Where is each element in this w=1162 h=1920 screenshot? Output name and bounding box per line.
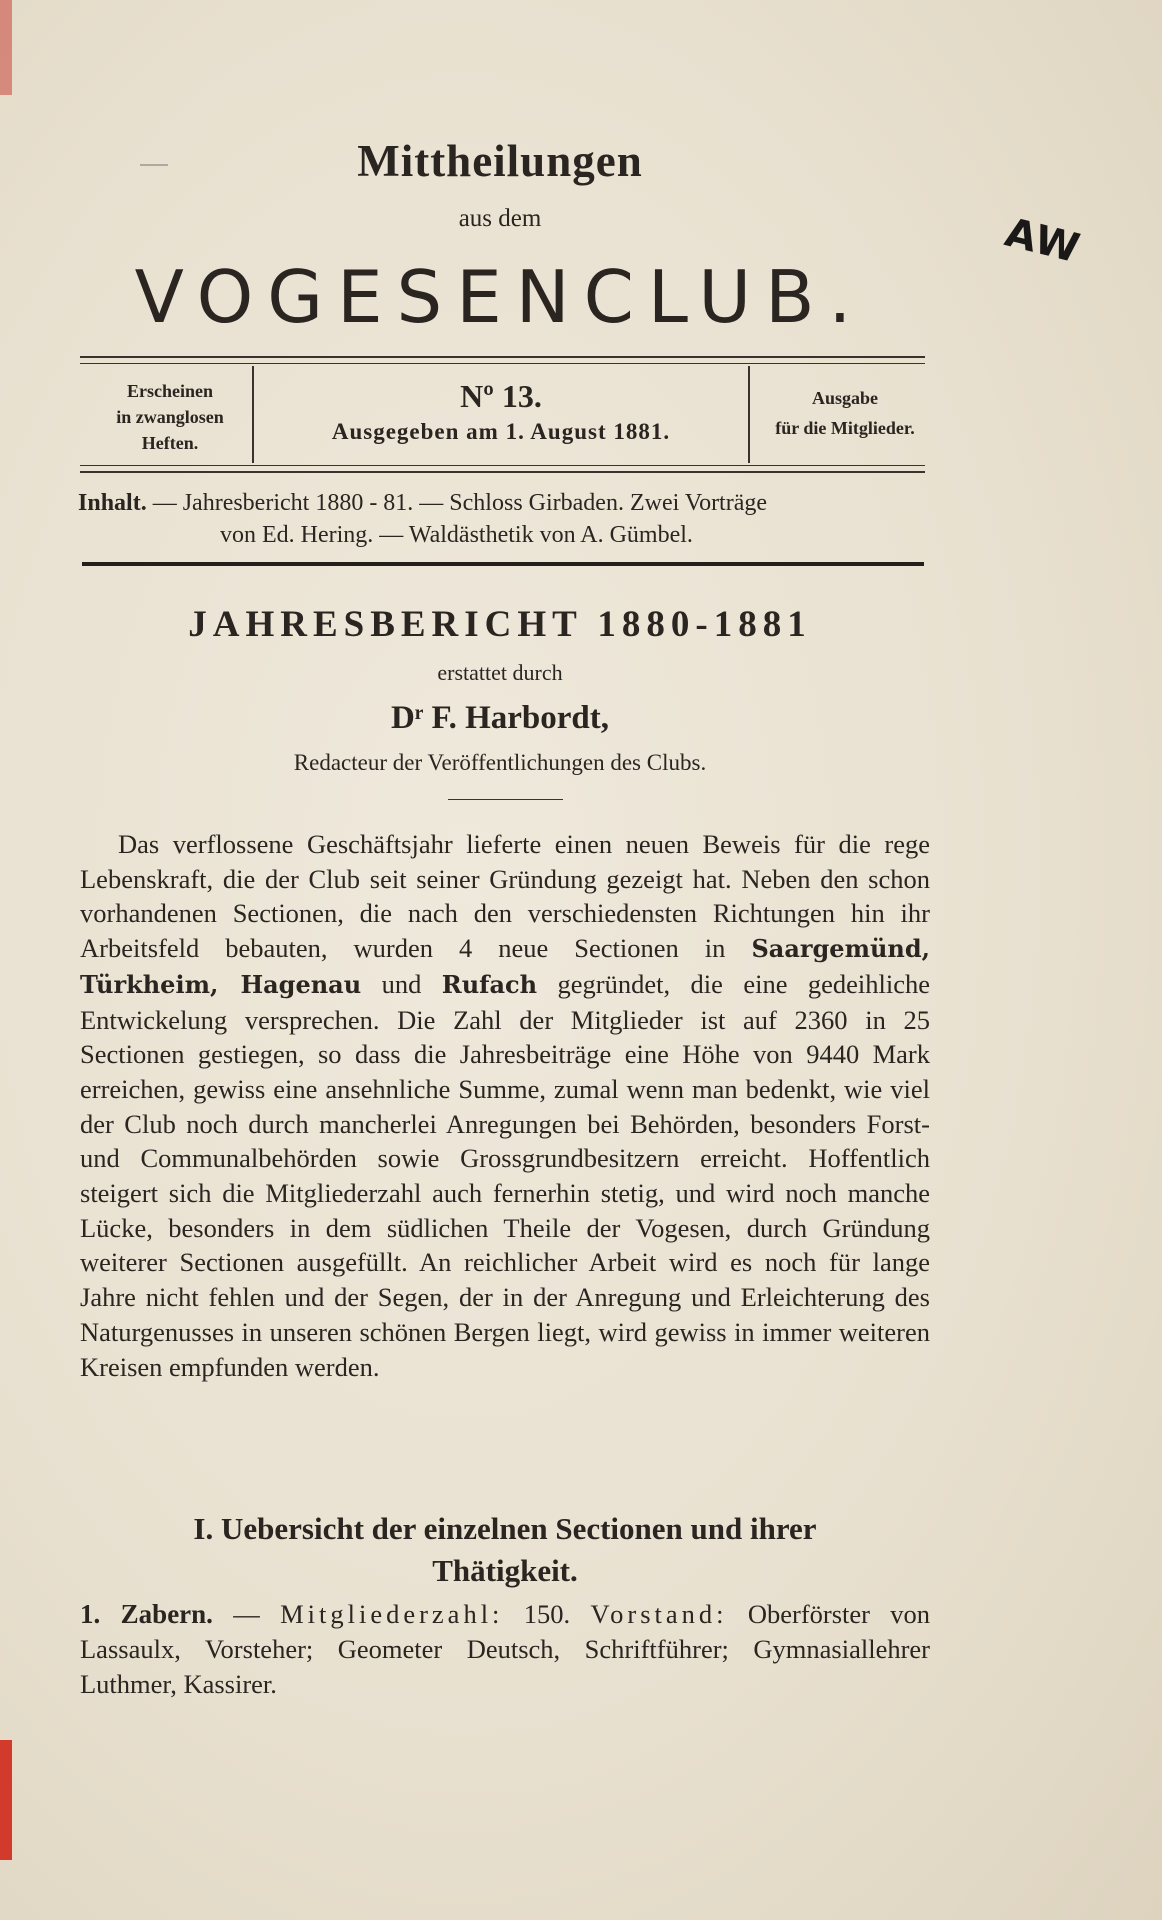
publication-frequency	[90, 378, 250, 456]
contents-label: Inhalt.	[78, 490, 147, 516]
members-label: Mitgliederzahl:	[280, 1599, 504, 1629]
report-author: Dʳ F. Harbordt,	[390, 700, 609, 736]
header-rule	[80, 471, 925, 473]
entry-name: 1. Zabern.	[80, 1599, 213, 1629]
issue-date: Ausgegeben am 1. August 1881.	[331, 419, 671, 444]
text-run: und	[381, 968, 422, 999]
edition-note	[750, 383, 940, 443]
text-run: gegründet, die eine gedeihliche Entwickelung versprechen. Die Zahl der Mitglieder ist auf 2360 in 25 Sectionen gestiegen, so dass die Jahresbeiträge eine Höhe von 9440 Mark erreichen, gewiss eine ansehnliche Summe, zumal wenn man bedenkt, wie viel der Club noch durch mancherlei Anregungen bei Behörden, besonders Forst- und Communalbehörden sowie Grossgrundbesitzern erreicht. Hoffentlich steigert sich die Mitgliederzahl auch fernerhin stetig, und wird noch manche Lücke, besonders in dem südlichen Theile der Vogesen, durch Gründung weiterer Sectionen ausgefüllt. An reichlicher Arbeit wird es noch für lange Jahre nicht fehlen und der Segen, der in der Anregung und Erleichterung des Naturgenusses in unseren schönen Bergen liegt, wird gewiss in immer weiteren Kreisen empfunden werden.	[80, 968, 931, 1382]
margin-note: AW	[1000, 209, 1085, 273]
frequency-line: in zwanglosen	[116, 407, 224, 427]
section-names-bold: Saargemünd, Türkheim, Hagenau	[80, 934, 930, 999]
edition-line: für die Mitglieder.	[775, 418, 915, 438]
issue-number: Nº 13.	[460, 378, 542, 414]
frequency-line: Heften.	[141, 433, 199, 453]
members-value: 150.	[523, 1599, 571, 1629]
section-heading	[80, 1508, 930, 1592]
aus-dem: aus dem	[458, 205, 542, 232]
text-run: Das verflossene Geschäftsjahr lieferte einen neuen Beweis für die rege Lebenskraft, die der Club seit seiner Gründung gezeigt hat. Neben den schon vorhandenen Sectionen, die nach den verschiedensten Richtungen hin ihr Arbeitsfeld bebauten, wurden 4 neue Sectionen in	[80, 829, 930, 964]
edge-tab	[0, 1740, 12, 1860]
board-label: Vorstand:	[590, 1599, 728, 1629]
heading-line: Thätigkeit.	[432, 1553, 578, 1588]
header-rule	[80, 356, 925, 358]
edition-line: Ausgabe	[811, 388, 878, 408]
report-paragraph	[80, 827, 930, 1384]
report-title: JAHRESBERICHT 1880-1881	[188, 604, 812, 645]
table-of-contents	[78, 487, 928, 551]
contents-line: — Jahresbericht 1880 - 81. — Schloss Girbaden. Zwei Vorträge	[152, 490, 768, 516]
edge-stain	[0, 0, 12, 95]
section-name-bold: Rufach	[441, 969, 538, 999]
author-role: Redacteur der Veröffentlichungen des Clubs.	[293, 750, 707, 775]
series-title: Mittheilungen	[357, 136, 643, 186]
contents-line: von Ed. Hering. — Waldästhetik von A. Gümbel.	[220, 522, 693, 548]
header-rule	[80, 363, 925, 364]
section-divider	[82, 562, 924, 566]
board-text: Oberförster von Lassaulx, Vorsteher; Geometer Deutsch, Schriftführer; Gymnasiallehrer Luthmer, Kassirer.	[80, 1599, 931, 1699]
header-rule	[80, 465, 925, 466]
section-entry	[80, 1597, 930, 1702]
dash: —	[233, 1599, 260, 1629]
report-subtitle: erstattet durch	[437, 660, 563, 685]
heading-line: I. Uebersicht der einzelnen Sectionen und ihrer	[193, 1511, 817, 1546]
club-name: VOGESENCLUB.	[134, 255, 866, 339]
frequency-line: Erscheinen	[126, 381, 213, 401]
short-divider	[448, 799, 563, 800]
